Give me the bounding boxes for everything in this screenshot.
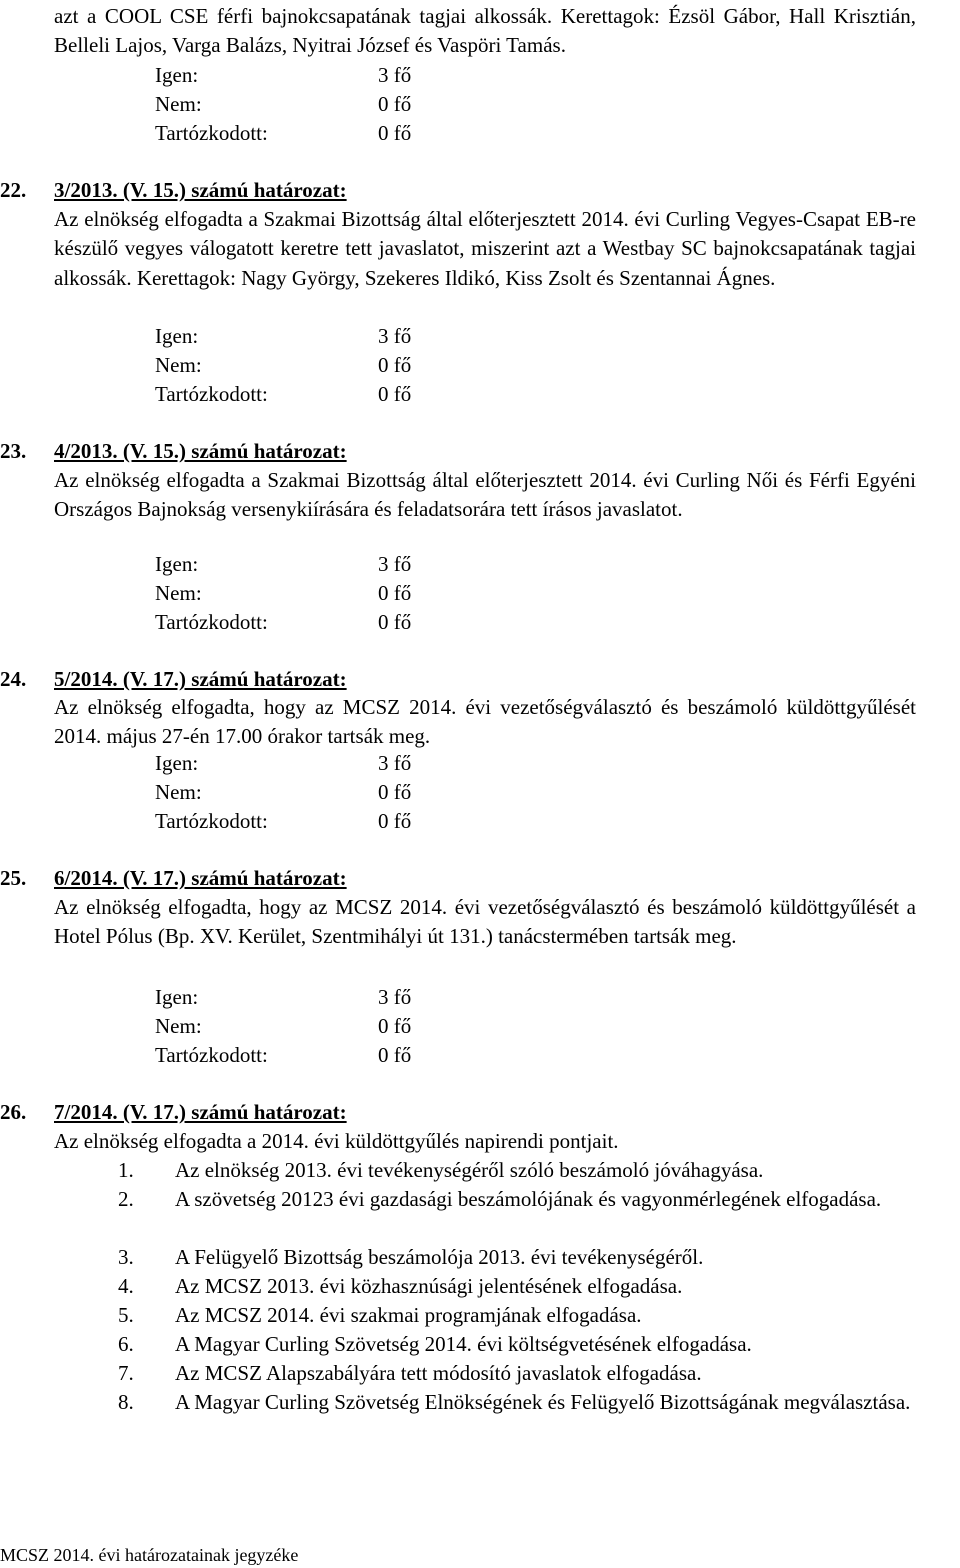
vote-value-no: 0 fő xyxy=(378,92,412,116)
vote-label-no: Nem: xyxy=(155,92,202,116)
agenda-number: 1. xyxy=(118,1158,134,1182)
resolution-text-25: Az elnökség elfogadta, hogy az MCSZ 2014. évi vezetőségválasztó és beszámoló küldöttgyűlését a Hotel Pólus (Bp. XV. Kerület, Szentmihályi út 131.) tanácstermében tartsák meg. xyxy=(54,895,916,949)
resolution-number: 22. xyxy=(0,178,27,202)
vote-value-yes: 3 fő xyxy=(378,552,412,576)
agenda-number: 4. xyxy=(118,1274,134,1298)
vote-value-abstain: 0 fő xyxy=(378,610,412,634)
vote-value-abstain: 0 fő xyxy=(378,382,412,406)
vote-label-abstain: Tartózkodott: xyxy=(155,610,268,634)
agenda-text: Az MCSZ 2014. évi szakmai programjának elfogadása. xyxy=(175,1303,642,1327)
vote-value-yes: 3 fő xyxy=(378,63,412,87)
vote-label-yes: Igen: xyxy=(155,985,199,1009)
vote-value-no: 0 fő xyxy=(378,1014,412,1038)
agenda-text: A Felügyelő Bizottság beszámolója 2013. évi tevékenységéről. xyxy=(175,1245,704,1269)
vote-value-no: 0 fő xyxy=(378,581,412,605)
vote-value-no: 0 fő xyxy=(378,353,412,377)
resolution-title: 5/2014. (V. 17.) számú határozat: xyxy=(54,667,347,691)
agenda-number: 6. xyxy=(118,1332,134,1356)
agenda-number: 5. xyxy=(118,1303,134,1327)
vote-value-yes: 3 fő xyxy=(378,985,412,1009)
vote-label-yes: Igen: xyxy=(155,751,199,775)
agenda-text: Az MCSZ 2013. évi közhasznúsági jelentésének elfogadása. xyxy=(175,1274,683,1298)
vote-value-abstain: 0 fő xyxy=(378,121,412,145)
resolution-text-23: Az elnökség elfogadta a Szakmai Bizottság által előterjesztett 2014. évi Curling Női és Férfi Egyéni Országos Bajnokság versenykiírására és feladatsorára tett írásos javaslatot. xyxy=(54,468,916,522)
vote-value-no: 0 fő xyxy=(378,780,412,804)
resolution-number: 25. xyxy=(0,866,27,890)
resolution-text-26: Az elnökség elfogadta a 2014. évi küldöttgyűlés napirendi pontjait. xyxy=(54,1129,619,1153)
agenda-text: A Magyar Curling Szövetség 2014. évi költségvetésének elfogadása. xyxy=(175,1332,752,1356)
vote-label-yes: Igen: xyxy=(155,552,199,576)
vote-label-abstain: Tartózkodott: xyxy=(155,382,268,406)
vote-label-abstain: Tartózkodott: xyxy=(155,121,268,145)
resolution-title: 6/2014. (V. 17.) számú határozat: xyxy=(54,866,347,890)
agenda-text: A szövetség 20123 évi gazdasági beszámolójának és vagyonmérlegének elfogadása. xyxy=(175,1187,882,1211)
resolution-title: 4/2013. (V. 15.) számú határozat: xyxy=(54,439,347,463)
page-footer: MCSZ 2014. évi határozatainak jegyzéke xyxy=(0,1545,299,1565)
vote-label-yes: Igen: xyxy=(155,63,199,87)
agenda-number: 3. xyxy=(118,1245,134,1269)
resolution-title: 3/2013. (V. 15.) számú határozat: xyxy=(54,178,347,202)
vote-value-yes: 3 fő xyxy=(378,751,412,775)
resolution-number: 23. xyxy=(0,439,27,463)
vote-label-yes: Igen: xyxy=(155,324,199,348)
vote-label-no: Nem: xyxy=(155,353,202,377)
agenda-number: 7. xyxy=(118,1361,134,1385)
resolution-number: 26. xyxy=(0,1100,27,1124)
resolution-text-24: Az elnökség elfogadta, hogy az MCSZ 2014. évi vezetőségválasztó és beszámoló küldöttgyűlését 2014. május 27-én 17.00 órakor tartsák meg. xyxy=(54,695,916,749)
vote-value-abstain: 0 fő xyxy=(378,809,412,833)
resolution-title: 7/2014. (V. 17.) számú határozat: xyxy=(54,1100,347,1124)
vote-label-no: Nem: xyxy=(155,581,202,605)
intro-paragraph: azt a COOL CSE férfi bajnokcsapatának tagjai alkossák. Kerettagok: Ézsöl Gábor, Hall Krisztián, Belleli Lajos, Varga Balázs, Nyitrai József és Vaspöri Tamás. xyxy=(54,4,916,58)
resolution-text-22: Az elnökség elfogadta a Szakmai Bizottság által előterjesztett 2014. évi Curling Vegyes-Csapat EB-re készülő vegyes válogatott keretre tett javaslatot, miszerint azt a Westbay SC bajnokcsapatának tagjai alkossák. Kerettagok: Nagy György, Szekeres Ildikó, Kiss Zsolt és Szentannai Ágnes. xyxy=(54,207,916,290)
vote-label-no: Nem: xyxy=(155,1014,202,1038)
vote-label-abstain: Tartózkodott: xyxy=(155,809,268,833)
vote-value-yes: 3 fő xyxy=(378,324,412,348)
vote-label-abstain: Tartózkodott: xyxy=(155,1043,268,1067)
resolution-number: 24. xyxy=(0,667,27,691)
vote-label-no: Nem: xyxy=(155,780,202,804)
agenda-number: 8. xyxy=(118,1390,134,1414)
vote-value-abstain: 0 fő xyxy=(378,1043,412,1067)
agenda-text: A Magyar Curling Szövetség Elnökségének és Felügyelő Bizottságának megválasztása. xyxy=(175,1390,911,1414)
agenda-number: 2. xyxy=(118,1187,134,1211)
agenda-text: Az elnökség 2013. évi tevékenységéről szóló beszámoló jóváhagyása. xyxy=(175,1158,764,1182)
agenda-text: Az MCSZ Alapszabályára tett módosító javaslatok elfogadása. xyxy=(175,1361,702,1385)
